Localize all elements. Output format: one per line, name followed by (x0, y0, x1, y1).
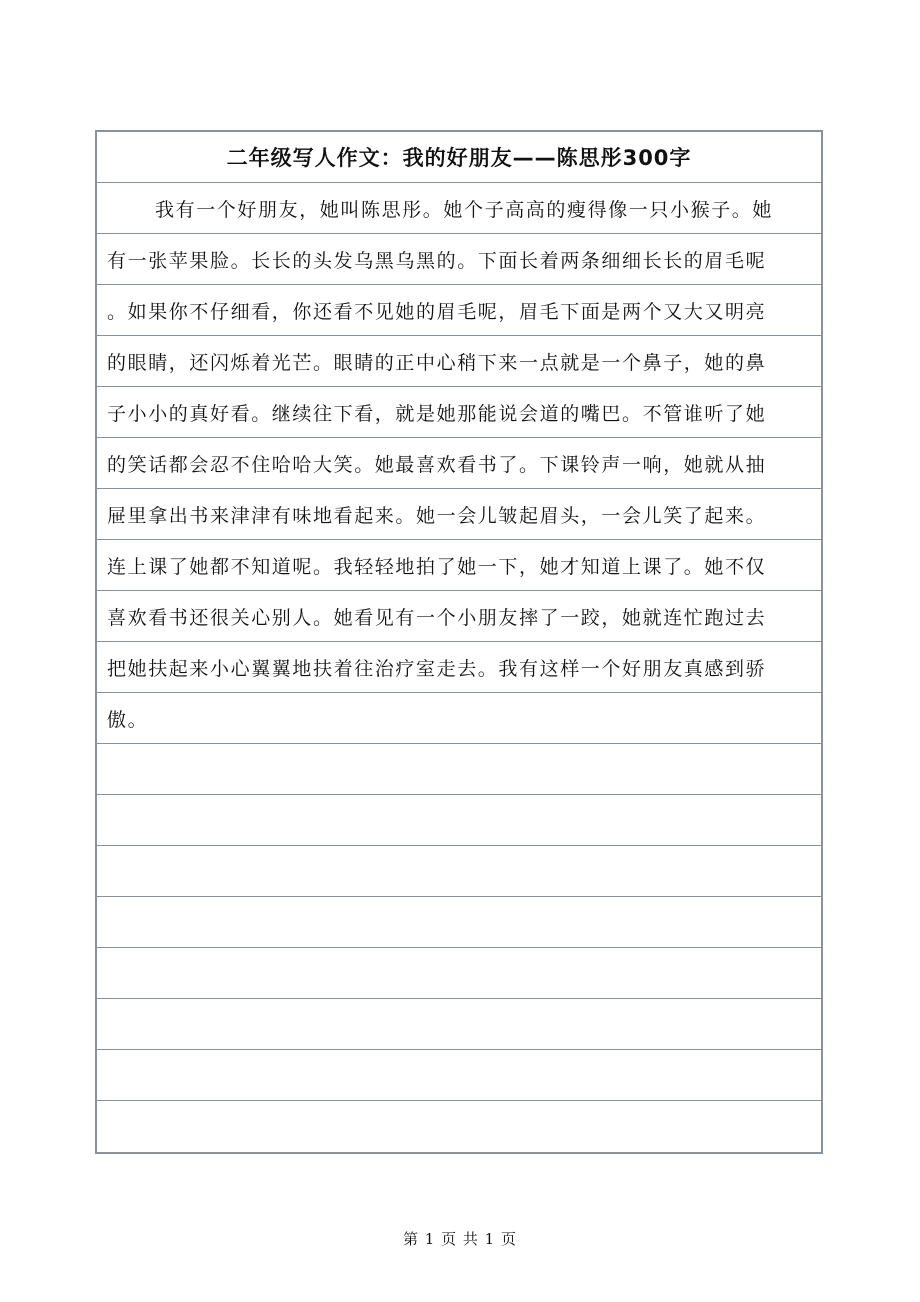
empty-line (97, 999, 821, 1050)
essay-grid (95, 130, 823, 1154)
empty-line (97, 948, 821, 999)
essay-line: 傲。 (97, 693, 821, 744)
essay-line: 子小小的真好看。继续往下看，就是她那能说会道的嘴巴。不管谁听了她 (97, 387, 821, 438)
empty-line (97, 846, 821, 897)
empty-line (97, 1101, 821, 1152)
essay-line: 喜欢看书还很关心别人。她看见有一个小朋友摔了一跤，她就连忙跑过去 (97, 591, 821, 642)
essay-line: 屉里拿出书来津津有味地看起来。她一会儿皱起眉头，一会儿笑了起来。 (97, 489, 821, 540)
essay-line: 。如果你不仔细看，你还看不见她的眉毛呢，眉毛下面是两个又大又明亮 (97, 285, 821, 336)
essay-title: 二年级写人作文：我的好朋友——陈思彤300字 (97, 132, 821, 183)
essay-line: 的笑话都会忍不住哈哈大笑。她最喜欢看书了。下课铃声一响，她就从抽 (97, 438, 821, 489)
essay-line: 我有一个好朋友，她叫陈思彤。她个子高高的瘦得像一只小猴子。她 (97, 183, 821, 234)
empty-line (97, 897, 821, 948)
empty-line (97, 744, 821, 795)
essay-line: 连上课了她都不知道呢。我轻轻地拍了她一下，她才知道上课了。她不仅 (97, 540, 821, 591)
empty-line (97, 795, 821, 846)
essay-line: 把她扶起来小心翼翼地扶着往治疗室走去。我有这样一个好朋友真感到骄 (97, 642, 821, 693)
essay-line: 的眼睛，还闪烁着光芒。眼睛的正中心稍下来一点就是一个鼻子，她的鼻 (97, 336, 821, 387)
page-indicator: 第 1 页 共 1 页 (403, 1230, 517, 1248)
essay-line: 有一张苹果脸。长长的头发乌黑乌黑的。下面长着两条细细长长的眉毛呢 (97, 234, 821, 285)
empty-line (97, 1050, 821, 1101)
